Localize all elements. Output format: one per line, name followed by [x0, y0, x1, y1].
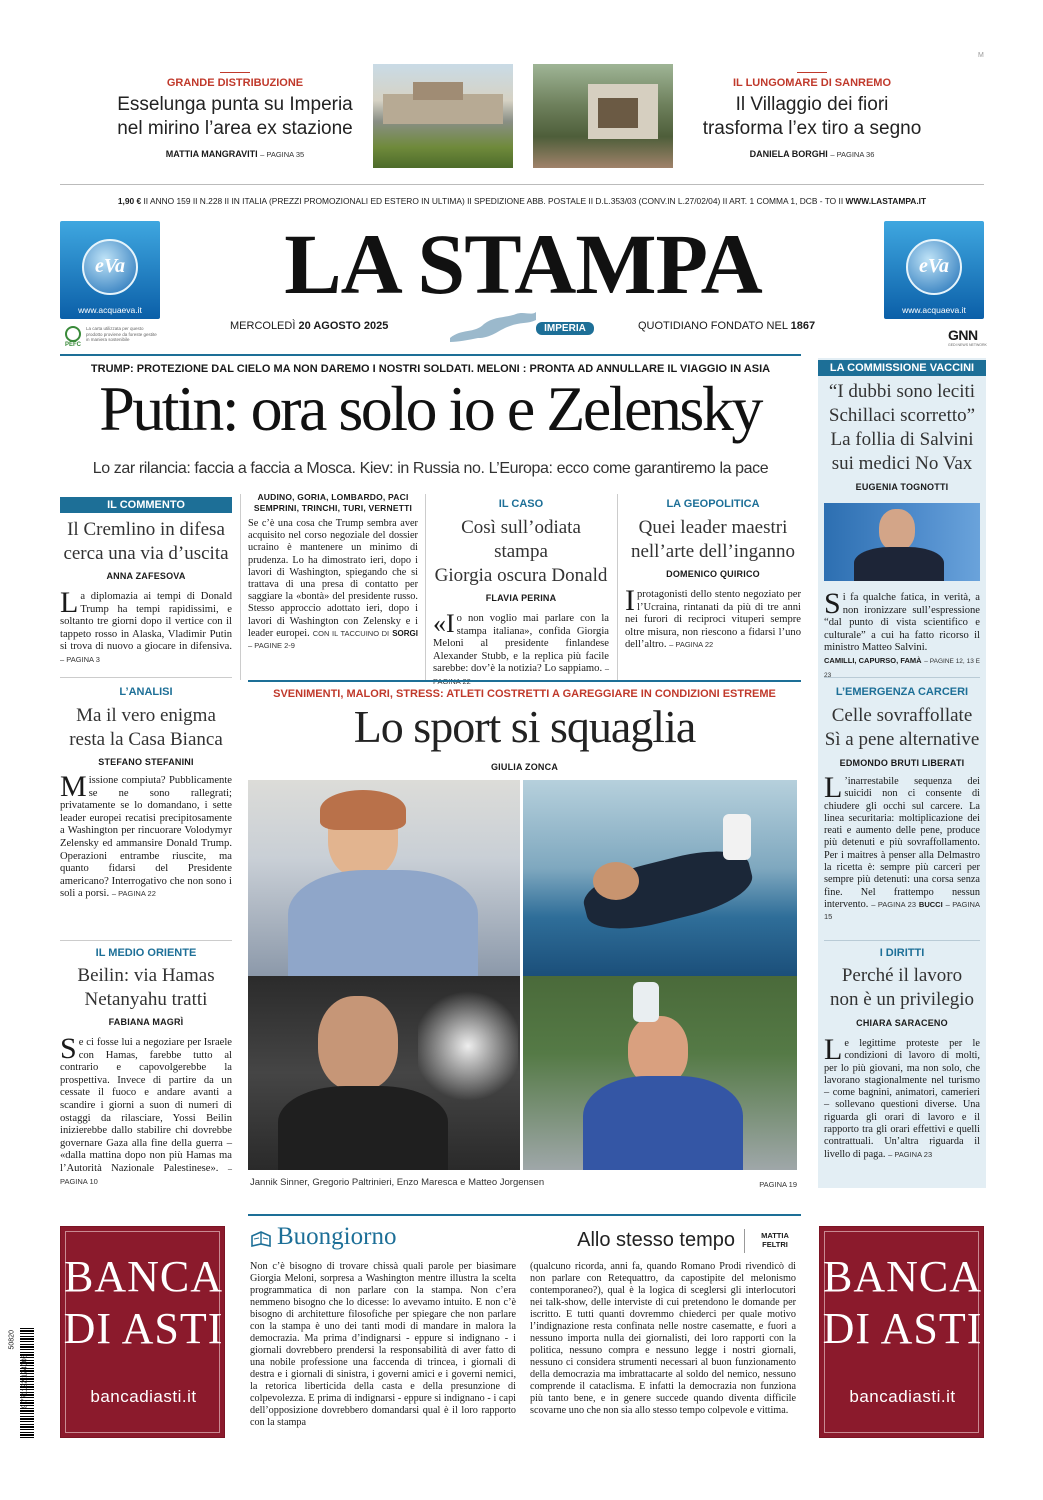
teaser-page: – PAGINA 36: [830, 150, 875, 159]
article-title: Celle sovraffollate Sì a pene alternative: [824, 705, 980, 750]
article-carceri[interactable]: [824, 704, 980, 924]
divider: [60, 354, 801, 356]
teaser-author: DANIELA BORGHI: [749, 149, 828, 159]
section-label: IL CASO: [498, 498, 544, 510]
lead-headline[interactable]: Putin: ora solo io e Zelensky: [99, 373, 761, 444]
teaser-esselunga[interactable]: [95, 72, 375, 159]
section-label: L’ANALISI: [119, 686, 173, 698]
article-body: L ’inarrestabile sequenza dei suicidi non ci consente di chiudere gli occhi sul carcere. La linea securitaria: moltiplicazione dei reati e aumento delle pene, produce più detenuti e più sovraffollamento. Per i maitres à penser alla Delmastro la ricetta è: sempre più carceri per sempre più detenuti: una corsa senza fine. Nel frattempo nessun intervento. – PAGINA 23 BUCCI – PAGINA 15: [824, 771, 980, 922]
article-title: Il Cremlino in difesa cerca una via d’uscita: [63, 519, 229, 564]
article-body: Le legittime proteste per le condizioni di lavoro di molti, per lo più giovani, ma non solo, che lavorano stagionalmente nel turismo – come bagnini, animatori, camerieri – sollevano questioni diverse. Una riguarda gli orari di lavoro e il rapporto tra gli orari effettivi e quelli contrattuali. Un’altra riguarda il livello di paga. – PAGINA 23: [824, 1033, 980, 1160]
teaser-photo-village: [533, 64, 673, 168]
sport-author: GIULIA ZONCA: [490, 762, 559, 772]
article-body: Iprotagonisti dello stento negoziato per l’Ucraina, rintanati da più di tre anni nei furori di reciproci vituperi sempre oltre misura, non riescono a fidarsi l’uno dell’altro. – PAGINA 22: [625, 584, 801, 651]
newspaper-icon: [250, 1229, 272, 1249]
divider: [425, 494, 426, 680]
article-author: FLAVIA PERINA: [485, 593, 557, 603]
edition-badge: IMPERIA: [536, 322, 594, 335]
article-title: Quei leader maestri nell’arte dell’inganno: [630, 517, 796, 562]
bank-logo: BANCA DI ASTI: [822, 1252, 983, 1353]
article-body: Si fa qualche fatica, in verità, a non ironizzare sull’espressione “dal punto di vista scientifico e culturale” a cui ha fatto ricorso il ministro Matteo Salvini. CAMILLI, CAPURSO, FAMÀ – PAGINE 12, 13 E 23: [824, 587, 980, 679]
article-news[interactable]: [248, 492, 418, 652]
article-title: Così sull’odiata stampa Giorgia oscura Donald: [434, 517, 608, 586]
eva-logo: eVa: [95, 255, 125, 277]
bank-ad-right[interactable]: [819, 1226, 984, 1438]
photo-jorgensen: [523, 976, 797, 1170]
lead-kicker: TRUMP: PROTEZIONE DAL CIELO MA NON DAREMO I NOSTRI SOLDATI. MELONI : PRONTA AD ANNULLARE IL VIAGGIO IN ASIA: [90, 363, 771, 375]
article-analisi[interactable]: [60, 704, 232, 901]
article-author: DOMENICO QUIRICO: [666, 569, 760, 579]
section-label: I DIRITTI: [879, 947, 925, 959]
pefc-note: La carta utilizzata per questo prodotto proviene da foreste gestite in maniera sostenibile: [86, 326, 157, 342]
sport-headline[interactable]: Lo sport si squaglia: [353, 701, 696, 752]
barcode-side: 50820: [8, 1330, 16, 1350]
section-label: IL COMMENTO: [60, 497, 232, 513]
article-diritti[interactable]: [824, 964, 980, 1161]
masthead-title[interactable]: LA STAMPA: [284, 216, 762, 312]
article-body: «Io non voglio mai parlare con la stampa italiana», confida Giorgia Meloni al presidente finlandese Alexander Stubb, e la replica più facile sarebbe: dov’è la notizia? Lo sappiamo. – PAGINA 22: [433, 609, 609, 686]
founded-note: QUOTIDIANO FONDATO NEL 1867: [638, 320, 816, 332]
divider: [240, 494, 241, 680]
section-label: LA COMMISSIONE VACCINI: [818, 360, 986, 376]
price: 1,90 €: [117, 196, 142, 206]
article-authors: AUDINO, GORIA, LOMBARDO, PACI SEMPRINI, TRINCHI, TURI, VERNETTI: [253, 492, 413, 513]
teaser-author: MATTIA MANGRAVITI: [165, 149, 258, 159]
article-author: EDMONDO BRUTI LIBERATI: [839, 758, 965, 768]
bank-url: bancadiasti.it: [849, 1387, 956, 1406]
page-marker: M: [978, 52, 984, 59]
info-details: II ANNO 159 II N.228 II IN ITALIA (PREZZI PROMOZIONALI ED ESTERO IN ULTIMA) II SPEDIZIONE ABB. POSTALE II D.L.353/03 (CONV.IN L.27/02/04) II ART. 1 COMMA 1, DCB - TO II: [143, 196, 844, 206]
lead-subhead: Lo zar rilancia: faccia a faccia a Mosca. Kiev: in Russia no. L’Europa: ecco come garantiremo la pace: [92, 460, 769, 477]
teaser-villaggio[interactable]: [672, 72, 952, 159]
section-label: LA GEOPOLITICA: [666, 498, 760, 510]
article-caso[interactable]: [433, 498, 609, 689]
section-label: IL MEDIO ORIENTE: [95, 947, 197, 959]
info-bar: [60, 196, 984, 206]
article-author: EUGENIA TOGNOTTI: [855, 482, 949, 492]
teaser-kicker: GRANDE DISTRIBUZIONE: [166, 77, 304, 89]
article-author: ANNA ZAFESOVA: [106, 571, 186, 581]
divider: [60, 184, 984, 185]
teaser-title: Il Villaggio dei fiori trasforma l’ex tiro a segno: [702, 94, 922, 139]
article-author: FABIANA MAGRÌ: [108, 1017, 184, 1027]
divider: [248, 1214, 801, 1216]
article-author: STEFANO STEFANINI: [98, 757, 194, 767]
article-title: “I dubbi sono leciti Schillaci scorretto” La follia di Salvini sui medici No Vax: [828, 381, 976, 474]
buongiorno-col-2: (qualcuno ricorda, anni fa, quando Romano Prodi rivendicò di non parlare con Retequattro, da capostipite del melonismo contemporaneo?), qual è la logica di sceglersi gli interlocutori nei talk-show, delle interviste di cui pretendono le domande per iscritto. E tutti quanti dovremmo chiederci per quale motivo l’indignazione resta confinata nelle nostre casematte, e fuori a nessuno importa nulla dei giornalisti, dei loro rapporti con la politica, nessuno compra e nessuno legge i nostri giornali, nessuno ci considera strumenti necessari al buon funzionamento della democrazia ma imbrattacarte al soldo del nemico, nessuno comprende il cataclisma. E infatti la democrazia non funziona più tanto bene, e in genere succede quando diventa difficile scovarne uno che non sia allo stesso tempo colpevole e vittima.: [530, 1261, 796, 1416]
masthead-date: MERCOLEDÌ 20 AGOSTO 2025: [230, 320, 389, 332]
eva-url: www.acquaeva.it: [78, 305, 142, 315]
buongiorno-label: Buongiorno: [277, 1223, 397, 1250]
divider: [60, 677, 232, 678]
photo-paltrinieri: [523, 780, 797, 976]
article-body: Se ci fosse lui a negoziare per Israele con Hamas, farebbe tutto al contrario e capovolgerebbe la prospettiva. Invece di partire da un cessate il fuoco e andare avanti a scandire i giorni a suon di numeri di ostaggi da rilasciare, Yossi Beilin inizierebbe dallo stabilire chi dovrebbe governare Gaza alla fine della guerra – «dalla mattina dopo non più Hamas ma l’Autorità Nazionale Palestinese». – PAGINA 10: [60, 1032, 233, 1186]
article-author: CHIARA SARACENO: [856, 1018, 948, 1028]
teaser-kicker: IL LUNGOMARE DI SANREMO: [732, 77, 892, 89]
eva-url: www.acquaeva.it: [902, 305, 966, 315]
article-body: La diplomazia ai tempi di Donald Trump ha tempi rapidissimi, e soltanto tre giorni dopo il vertice con il tappeto rosso in Alaska, Vladimir Putin si trova di nuovo a giocare in difensiva. – PAGINA 3: [60, 586, 232, 664]
section-label: L’EMERGENZA CARCERI: [835, 686, 969, 698]
article-geopolitica[interactable]: [625, 498, 801, 652]
bank-logo: BANCA DI ASTI: [63, 1252, 224, 1353]
eva-ad-left[interactable]: [60, 221, 160, 319]
divider: [744, 1229, 745, 1253]
photo-maresca: [248, 976, 520, 1170]
article-vaccini[interactable]: [824, 380, 980, 492]
pefc-logo: PEFC: [62, 326, 84, 354]
buongiorno-author: MATTIA FELTRI: [761, 1231, 789, 1249]
divider: [60, 940, 232, 941]
photo-salvini: [824, 503, 980, 581]
teaser-page: – PAGINA 35: [260, 150, 305, 159]
article-medio-oriente[interactable]: [60, 964, 232, 1188]
article-title: Beilin: via Hamas Netanyahu tratti: [77, 965, 215, 1010]
photo-page: PAGINA 19: [759, 1180, 797, 1189]
bank-ad-left[interactable]: [60, 1226, 225, 1438]
divider: [824, 940, 980, 941]
buongiorno-col-1: Non c’è bisogno di trovare chissà quali parole per biasimare Giorgia Meloni, sorpresa a Washington mentre illustra la scelta programmatica di non parlare con la stampa. Non c’era nemmeno bisogno che lo dicesse: lo avevamo intuito. E non c’è bisogno di architetture filosofiche per spiegare che non parlare con la stampa è uno dei tanti modi di mandare in malora la democrazia. Ma prima d’indignarsi - eppure si indignano - i giornali dovrebbero prendersi la responsabilità di aver fatto di una nobile professione una faccenda di trincea, i giornali di destra e i giornali di sinistra, i governi amici e i governi nemici, la retorica liberticida della casta e della presunzione di colpevolezza. E prima di indignarsi - eppure si indignano - i capi dell’opposizione dovrebbero domandarsi qual è il loro rapporto con la stampa: [250, 1261, 516, 1428]
divider: [824, 677, 980, 678]
teaser-photo-station: [373, 64, 513, 168]
site-link[interactable]: WWW.LASTAMPA.IT: [845, 196, 927, 206]
eva-logo: eVa: [919, 255, 949, 277]
article-title: Perché il lavoro non è un privilegio: [829, 965, 975, 1010]
eva-ad-right[interactable]: [884, 221, 984, 319]
buongiorno-title[interactable]: Allo stesso tempo: [577, 1229, 735, 1251]
bank-url: bancadiasti.it: [90, 1387, 197, 1406]
article-body: Se c’è una cosa che Trump sembra aver acquisito nel corso negoziale del dossier ucraino è mantenere un minimo di prudenza. Lo ha dimostrato ieri, dopo i lavori di Washington, spiegando che si trattava di una presa di contatto per saggiare la «bontà» del presidente russo. Stesso approccio adottato ieri, dopo i lavori di Washington con Zelensky e i leader europei. CON IL TACCUINO DI SORGI – PAGINE 2-9: [248, 518, 418, 651]
article-commento[interactable]: [60, 518, 232, 667]
sport-kicker: SVENIMENTI, MALORI, STRESS: ATLETI COSTRETTI A GAREGGIARE IN CONDIZIONI ESTREME: [273, 688, 776, 700]
divider: [248, 680, 801, 682]
barcode-digits: 9 771122 174003: [21, 1354, 29, 1409]
article-title: Ma il vero enigma resta la Casa Bianca: [69, 705, 223, 750]
teaser-title: Esselunga punta su Imperia nel mirino l’area ex stazione: [117, 94, 353, 139]
article-body: Missione compiuta? Pubblicamente se ne sono rallegrati; privatamente se lo domandano, i sette leader europei recatisi precipitosamente a Washington per rincuorare Volodymyr Zelensky ed ammansire Donald Trump. Operazioni entrambe riuscite, ma quanto fidarsi del Presidente americano? Interrogativo che non sono i soli a porsi. – PAGINA 22: [60, 770, 232, 900]
gnn-logo: GNN GEDI NEWS NETWORK: [948, 327, 987, 347]
photo-caption: Jannik Sinner, Gregorio Paltrinieri, Enzo Maresca e Matteo Jorgensen: [250, 1177, 545, 1188]
divider: [617, 494, 618, 680]
liguria-map-icon: [448, 308, 538, 344]
photo-sinner: [248, 780, 520, 976]
